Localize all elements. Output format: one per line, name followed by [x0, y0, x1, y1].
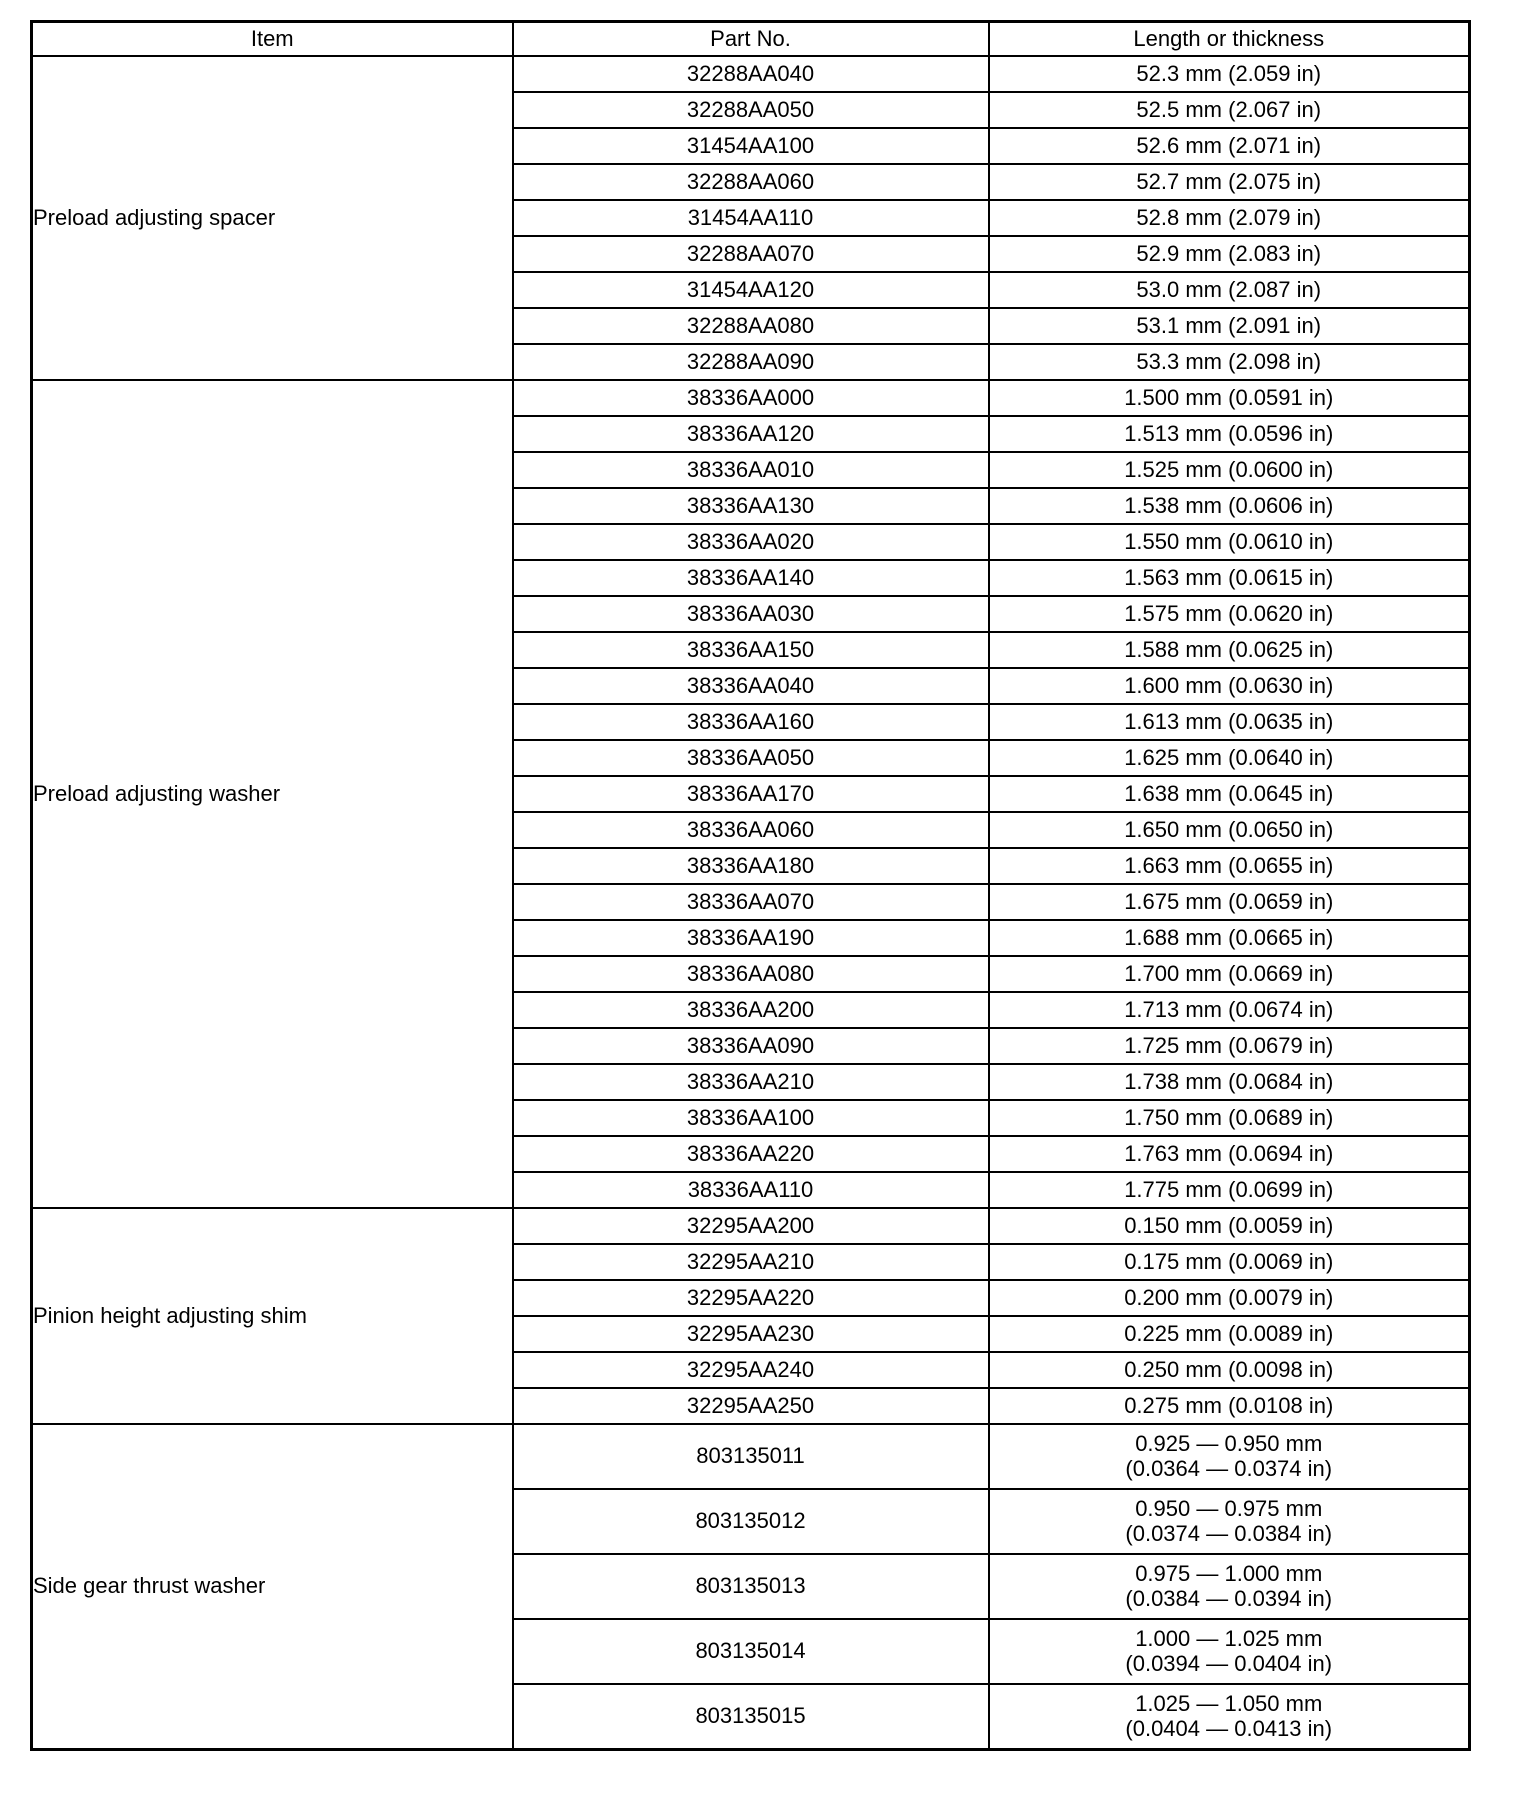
item-name-cell: Pinion height adjusting shim — [32, 1208, 513, 1424]
header-row — [32, 22, 1470, 57]
part-number-cell: 32288AA040 — [513, 56, 989, 92]
length-cell — [989, 416, 1470, 452]
length-cell — [989, 128, 1470, 164]
part-number-cell: 32295AA210 — [513, 1244, 989, 1280]
length-value: 52.5 mm (2.067 in) — [1136, 96, 1322, 122]
length-cell — [989, 596, 1470, 632]
length-value: 53.3 mm (2.098 in) — [1136, 348, 1322, 374]
length-cell — [989, 1424, 1470, 1489]
length-value: 0.200 mm (0.0079 in) — [1124, 1284, 1334, 1310]
part-number-cell: 32295AA240 — [513, 1352, 989, 1388]
part-number-cell: 38336AA170 — [513, 776, 989, 812]
length-cell — [989, 452, 1470, 488]
table-row — [32, 1208, 1470, 1244]
length-value: 1.025 — 1.050 mm — [1135, 1691, 1323, 1717]
part-number-cell: 38336AA030 — [513, 596, 989, 632]
part-number-cell: 32295AA220 — [513, 1280, 989, 1316]
length-cell — [989, 164, 1470, 200]
part-number-cell: 38336AA090 — [513, 1028, 989, 1064]
length-cell — [989, 848, 1470, 884]
length-value: 52.3 mm (2.059 in) — [1136, 60, 1322, 86]
length-cell — [989, 1684, 1470, 1750]
length-value-inches: (0.0384 — 0.0394 in) — [1125, 1585, 1333, 1611]
part-number-cell: 38336AA210 — [513, 1064, 989, 1100]
length-cell — [989, 992, 1470, 1028]
length-value: 1.725 mm (0.0679 in) — [1124, 1032, 1334, 1058]
length-value-inches: (0.0394 — 0.0404 in) — [1125, 1650, 1333, 1676]
length-value: 1.588 mm (0.0625 in) — [1124, 636, 1334, 662]
length-value: 0.175 mm (0.0069 in) — [1124, 1248, 1334, 1274]
length-cell — [989, 236, 1470, 272]
length-cell — [989, 884, 1470, 920]
length-value: 1.738 mm (0.0684 in) — [1124, 1068, 1334, 1094]
length-value: 0.150 mm (0.0059 in) — [1124, 1212, 1334, 1238]
table-row — [32, 380, 1470, 416]
length-value: 53.0 mm (2.087 in) — [1136, 276, 1322, 302]
part-number-cell: 38336AA040 — [513, 668, 989, 704]
table-row — [32, 1424, 1470, 1489]
part-number-cell: 803135015 — [513, 1684, 989, 1750]
part-number-cell: 38336AA070 — [513, 884, 989, 920]
length-cell — [989, 1280, 1470, 1316]
length-cell — [989, 560, 1470, 596]
length-value: 1.675 mm (0.0659 in) — [1124, 888, 1334, 914]
part-number-cell: 38336AA150 — [513, 632, 989, 668]
length-value: 0.950 — 0.975 mm — [1135, 1496, 1323, 1522]
part-number-cell: 32295AA250 — [513, 1388, 989, 1424]
length-cell — [989, 1100, 1470, 1136]
length-cell — [989, 200, 1470, 236]
length-value-inches: (0.0374 — 0.0384 in) — [1125, 1520, 1333, 1546]
length-cell — [989, 488, 1470, 524]
length-value: 1.600 mm (0.0630 in) — [1124, 672, 1334, 698]
length-cell — [989, 1064, 1470, 1100]
part-number-cell: 31454AA110 — [513, 200, 989, 236]
length-value-inches: (0.0404 — 0.0413 in) — [1125, 1715, 1333, 1741]
table-row — [32, 56, 1470, 92]
length-value: 1.000 — 1.025 mm — [1135, 1626, 1323, 1652]
part-number-cell: 38336AA080 — [513, 956, 989, 992]
part-number-cell: 32288AA050 — [513, 92, 989, 128]
length-cell — [989, 704, 1470, 740]
length-cell — [989, 344, 1470, 380]
length-cell — [989, 1619, 1470, 1684]
length-cell — [989, 776, 1470, 812]
part-number-cell: 38336AA190 — [513, 920, 989, 956]
part-number-cell: 32288AA080 — [513, 308, 989, 344]
length-cell — [989, 668, 1470, 704]
length-value: 52.6 mm (2.071 in) — [1136, 132, 1322, 158]
part-number-cell: 803135013 — [513, 1554, 989, 1619]
length-value: 1.625 mm (0.0640 in) — [1124, 744, 1334, 770]
length-cell — [989, 1208, 1470, 1244]
length-value: 1.563 mm (0.0615 in) — [1124, 564, 1334, 590]
part-number-cell: 38336AA220 — [513, 1136, 989, 1172]
length-value: 1.575 mm (0.0620 in) — [1124, 600, 1334, 626]
length-value: 1.763 mm (0.0694 in) — [1124, 1140, 1334, 1166]
parts-spec-table — [30, 20, 1471, 1751]
length-value: 1.500 mm (0.0591 in) — [1124, 384, 1334, 410]
length-value: 1.513 mm (0.0596 in) — [1124, 420, 1334, 446]
length-value: 52.8 mm (2.079 in) — [1136, 204, 1322, 230]
part-number-cell: 31454AA120 — [513, 272, 989, 308]
length-value: 52.9 mm (2.083 in) — [1136, 240, 1322, 266]
length-cell — [989, 272, 1470, 308]
length-value: 1.663 mm (0.0655 in) — [1124, 852, 1334, 878]
length-cell — [989, 56, 1470, 92]
header-part-no: Part No. — [513, 22, 989, 57]
length-cell — [989, 920, 1470, 956]
part-number-cell: 38336AA000 — [513, 380, 989, 416]
part-number-cell: 32295AA230 — [513, 1316, 989, 1352]
part-number-cell: 32288AA090 — [513, 344, 989, 380]
header-length: Length or thickness — [989, 22, 1470, 57]
part-number-cell: 38336AA050 — [513, 740, 989, 776]
length-value: 1.688 mm (0.0665 in) — [1124, 924, 1334, 950]
length-value: 53.1 mm (2.091 in) — [1136, 312, 1322, 338]
length-cell — [989, 1388, 1470, 1424]
part-number-cell: 803135011 — [513, 1424, 989, 1489]
length-value: 1.538 mm (0.0606 in) — [1124, 492, 1334, 518]
length-value: 1.700 mm (0.0669 in) — [1124, 960, 1334, 986]
part-number-cell: 803135014 — [513, 1619, 989, 1684]
item-name-cell: Side gear thrust washer — [32, 1424, 513, 1750]
length-cell — [989, 956, 1470, 992]
part-number-cell: 31454AA100 — [513, 128, 989, 164]
part-number-cell: 38336AA140 — [513, 560, 989, 596]
part-number-cell: 38336AA180 — [513, 848, 989, 884]
length-cell — [989, 524, 1470, 560]
header-item: Item — [32, 22, 513, 57]
length-cell — [989, 1172, 1470, 1208]
length-value: 1.650 mm (0.0650 in) — [1124, 816, 1334, 842]
length-cell — [989, 1489, 1470, 1554]
length-value: 1.550 mm (0.0610 in) — [1124, 528, 1334, 554]
length-cell — [989, 812, 1470, 848]
length-value: 0.975 — 1.000 mm — [1135, 1561, 1323, 1587]
length-value: 1.613 mm (0.0635 in) — [1124, 708, 1334, 734]
part-number-cell: 38336AA020 — [513, 524, 989, 560]
item-name-cell: Preload adjusting spacer — [32, 56, 513, 380]
length-cell — [989, 1352, 1470, 1388]
part-number-cell: 38336AA120 — [513, 416, 989, 452]
length-value: 0.925 — 0.950 mm — [1135, 1431, 1323, 1457]
part-number-cell: 32288AA070 — [513, 236, 989, 272]
length-cell — [989, 740, 1470, 776]
length-value: 0.275 mm (0.0108 in) — [1124, 1392, 1334, 1418]
part-number-cell: 38336AA200 — [513, 992, 989, 1028]
part-number-cell: 38336AA100 — [513, 1100, 989, 1136]
length-cell — [989, 1554, 1470, 1619]
length-value-inches: (0.0364 — 0.0374 in) — [1125, 1455, 1333, 1481]
item-name-cell: Preload adjusting washer — [32, 380, 513, 1208]
length-value: 0.225 mm (0.0089 in) — [1124, 1320, 1334, 1346]
length-cell — [989, 1028, 1470, 1064]
length-value: 1.638 mm (0.0645 in) — [1124, 780, 1334, 806]
length-cell — [989, 632, 1470, 668]
part-number-cell: 38336AA130 — [513, 488, 989, 524]
length-value: 52.7 mm (2.075 in) — [1136, 168, 1322, 194]
length-cell — [989, 380, 1470, 416]
table-body — [32, 56, 1470, 1750]
length-cell — [989, 92, 1470, 128]
length-cell — [989, 1244, 1470, 1280]
part-number-cell: 38336AA110 — [513, 1172, 989, 1208]
part-number-cell: 38336AA060 — [513, 812, 989, 848]
length-value: 1.713 mm (0.0674 in) — [1124, 996, 1334, 1022]
part-number-cell: 38336AA010 — [513, 452, 989, 488]
length-value: 0.250 mm (0.0098 in) — [1124, 1356, 1334, 1382]
length-cell — [989, 308, 1470, 344]
part-number-cell: 38336AA160 — [513, 704, 989, 740]
length-value: 1.525 mm (0.0600 in) — [1124, 456, 1334, 482]
part-number-cell: 32288AA060 — [513, 164, 989, 200]
length-cell — [989, 1136, 1470, 1172]
length-cell — [989, 1316, 1470, 1352]
length-value: 1.775 mm (0.0699 in) — [1124, 1176, 1334, 1202]
part-number-cell: 803135012 — [513, 1489, 989, 1554]
part-number-cell: 32295AA200 — [513, 1208, 989, 1244]
length-value: 1.750 mm (0.0689 in) — [1124, 1104, 1334, 1130]
